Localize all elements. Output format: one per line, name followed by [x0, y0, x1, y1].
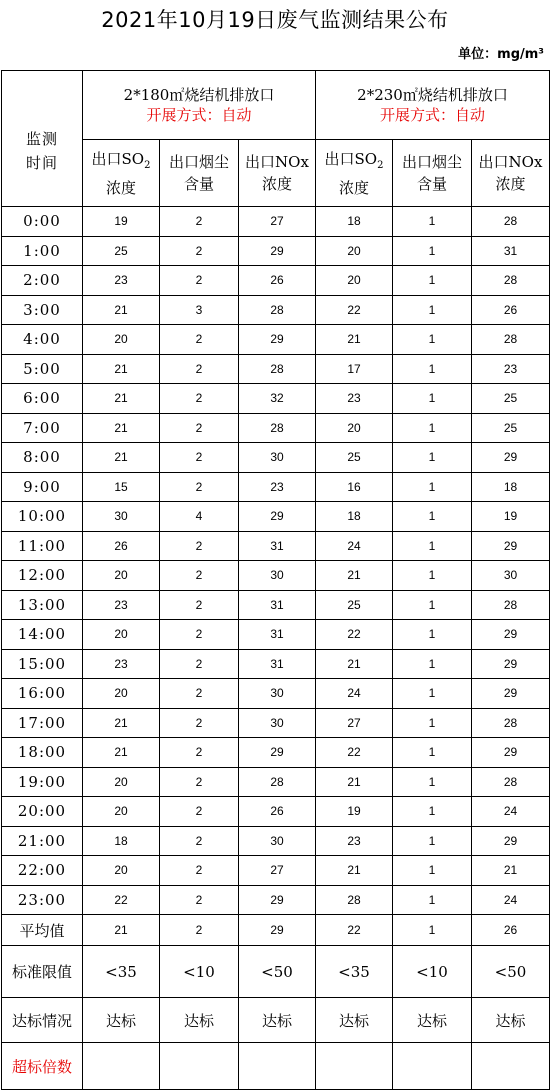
value-cell: 29: [472, 443, 550, 473]
value-cell: 1: [393, 561, 472, 591]
value-cell: 3: [160, 295, 239, 325]
value-cell: 30: [83, 502, 160, 532]
column-header-text: 出口烟尘: [168, 153, 229, 171]
value-cell: 达标: [83, 998, 160, 1043]
value-cell: 29: [239, 915, 316, 946]
value-cell: 4: [160, 502, 239, 532]
value-cell: 1: [393, 620, 472, 650]
column-header-line1: [393, 151, 471, 173]
table-row: [2, 738, 550, 768]
value-cell: 31: [239, 590, 316, 620]
value-cell: 18: [83, 826, 160, 856]
value-cell: 20: [316, 266, 393, 296]
column-header-line1: [239, 151, 315, 173]
emission-table: [1, 70, 550, 1090]
value-cell: 2: [160, 561, 239, 591]
value-cell: 1: [393, 354, 472, 384]
table-row: [2, 679, 550, 709]
row-label: 9:00: [2, 472, 83, 502]
value-cell: 21: [316, 767, 393, 797]
value-cell: 25: [83, 236, 160, 266]
row-label: 2:00: [2, 266, 83, 296]
column-header-text: 出口SO: [91, 149, 145, 168]
value-cell: 22: [83, 885, 160, 915]
value-cell: 25: [472, 384, 550, 414]
value-cell: 21: [83, 443, 160, 473]
value-cell: 1: [393, 266, 472, 296]
value-cell: 21: [83, 738, 160, 768]
value-cell: 1: [393, 679, 472, 709]
value-cell: 29: [239, 325, 316, 355]
value-cell: 24: [472, 885, 550, 915]
column-header-line1: [472, 151, 549, 173]
value-cell: 23: [83, 590, 160, 620]
value-cell: 23: [316, 826, 393, 856]
value-cell: 2: [160, 413, 239, 443]
value-cell: 29: [472, 620, 550, 650]
column-header-text: 出口NOx: [245, 153, 309, 171]
value-cell: 23: [239, 472, 316, 502]
table-row: [2, 354, 550, 384]
value-cell: 20: [83, 561, 160, 591]
value-cell: 24: [316, 679, 393, 709]
value-cell: 27: [316, 708, 393, 738]
exceed-row: [2, 1043, 550, 1090]
column-header-line2: 浓度: [261, 175, 292, 193]
value-cell: 26: [83, 531, 160, 561]
table-row: [2, 531, 550, 561]
value-cell: 24: [316, 531, 393, 561]
unit-label: 单位：mg/m³: [458, 47, 544, 62]
value-cell: 21: [316, 856, 393, 886]
table-row: [2, 620, 550, 650]
column-header-4: [316, 140, 393, 207]
value-cell: 20: [83, 620, 160, 650]
value-cell: 20: [83, 797, 160, 827]
value-cell: 32: [239, 384, 316, 414]
value-cell: 20: [83, 679, 160, 709]
value-cell: 28: [472, 325, 550, 355]
value-cell: 19: [316, 797, 393, 827]
value-cell: 25: [316, 590, 393, 620]
table-row: [2, 295, 550, 325]
value-cell: 26: [239, 266, 316, 296]
row-label: 12:00: [2, 561, 83, 591]
value-cell: 21: [83, 384, 160, 414]
value-cell: 达标: [239, 998, 316, 1043]
value-cell: 1: [393, 885, 472, 915]
value-cell: 18: [316, 207, 393, 237]
row-label: 4:00: [2, 325, 83, 355]
column-header-5: [393, 140, 472, 207]
group-1-mode: 开展方式：自动: [146, 106, 252, 124]
row-label: 15:00: [2, 649, 83, 679]
value-cell: 29: [472, 679, 550, 709]
value-cell: 1: [393, 295, 472, 325]
row-label: 10:00: [2, 502, 83, 532]
value-cell: 31: [239, 620, 316, 650]
value-cell: 21: [472, 856, 550, 886]
row-label: 11:00: [2, 531, 83, 561]
table-row: [2, 856, 550, 886]
table-row: [2, 443, 550, 473]
row-label: 20:00: [2, 797, 83, 827]
value-cell: 2: [160, 915, 239, 946]
page-title: 2021年10月19日废气监测结果公布: [101, 8, 449, 32]
value-cell: 26: [472, 295, 550, 325]
value-cell: 1: [393, 207, 472, 237]
value-cell: 19: [83, 207, 160, 237]
value-cell: 2: [160, 207, 239, 237]
value-cell: 1: [393, 856, 472, 886]
value-cell: 2: [160, 384, 239, 414]
row-label: 标准限值: [2, 946, 83, 998]
column-header-text: 出口NOx: [478, 153, 543, 171]
value-cell: <35: [316, 946, 393, 998]
value-cell: 16: [316, 472, 393, 502]
value-cell: 达标: [393, 998, 472, 1043]
table-row: [2, 472, 550, 502]
value-cell: 2: [160, 738, 239, 768]
value-cell: 22: [316, 620, 393, 650]
table-row: [2, 826, 550, 856]
row-label: 6:00: [2, 384, 83, 414]
value-cell: 2: [160, 708, 239, 738]
row-label: 平均值: [2, 915, 83, 946]
value-cell: 1: [393, 325, 472, 355]
value-cell: 2: [160, 443, 239, 473]
column-header-1: [83, 140, 160, 207]
value-cell: 20: [83, 767, 160, 797]
value-cell: 29: [472, 738, 550, 768]
table-row: [2, 797, 550, 827]
row-label: 达标情况: [2, 998, 83, 1043]
row-label: 21:00: [2, 826, 83, 856]
value-cell: 31: [472, 236, 550, 266]
row-label: 18:00: [2, 738, 83, 768]
value-cell: 28: [239, 413, 316, 443]
value-cell: [83, 1043, 160, 1090]
value-cell: 20: [316, 413, 393, 443]
table-row: [2, 207, 550, 237]
value-cell: 15: [83, 472, 160, 502]
value-cell: 20: [316, 236, 393, 266]
row-label: 13:00: [2, 590, 83, 620]
table-row: [2, 502, 550, 532]
value-cell: 21: [316, 649, 393, 679]
value-cell: 26: [239, 797, 316, 827]
table-row: [2, 708, 550, 738]
group-1-name: 2*180㎡烧结机排放口: [123, 86, 275, 104]
group-2-name: 2*230㎡烧结机排放口: [357, 86, 508, 104]
column-header-line2: 浓度: [105, 178, 136, 197]
value-cell: 28: [472, 767, 550, 797]
column-header-text: 出口SO: [324, 149, 378, 168]
value-cell: 2: [160, 826, 239, 856]
table-row: [2, 236, 550, 266]
value-cell: 21: [83, 708, 160, 738]
table-row: [2, 885, 550, 915]
value-cell: 22: [316, 738, 393, 768]
table-row: [2, 266, 550, 296]
value-cell: 29: [472, 826, 550, 856]
value-cell: 1: [393, 826, 472, 856]
column-header-line2: 浓度: [338, 178, 369, 197]
value-cell: 30: [239, 679, 316, 709]
row-label: 7:00: [2, 413, 83, 443]
value-cell: 30: [239, 561, 316, 591]
value-cell: 25: [316, 443, 393, 473]
value-cell: 21: [316, 325, 393, 355]
value-cell: <50: [472, 946, 550, 998]
value-cell: [393, 1043, 472, 1090]
value-cell: 2: [160, 531, 239, 561]
value-cell: 2: [160, 679, 239, 709]
value-cell: 2: [160, 797, 239, 827]
value-cell: <35: [83, 946, 160, 998]
value-cell: 2: [160, 649, 239, 679]
value-cell: 29: [239, 502, 316, 532]
group-header-1: [83, 71, 316, 140]
value-cell: 28: [472, 266, 550, 296]
value-cell: 2: [160, 236, 239, 266]
value-cell: 25: [472, 413, 550, 443]
value-cell: 23: [83, 649, 160, 679]
value-cell: 2: [160, 767, 239, 797]
value-cell: 1: [393, 384, 472, 414]
column-header-line2: 含量: [416, 175, 447, 193]
row-label: 16:00: [2, 679, 83, 709]
value-cell: 30: [239, 443, 316, 473]
value-cell: [239, 1043, 316, 1090]
value-cell: 29: [472, 649, 550, 679]
table-row: [2, 384, 550, 414]
column-header-subscript: 2: [144, 159, 151, 171]
value-cell: 21: [83, 413, 160, 443]
value-cell: 29: [239, 236, 316, 266]
value-cell: 22: [316, 915, 393, 946]
value-cell: 2: [160, 266, 239, 296]
row-label: 3:00: [2, 295, 83, 325]
value-cell: 30: [472, 561, 550, 591]
value-cell: 31: [239, 649, 316, 679]
row-label: 1:00: [2, 236, 83, 266]
value-cell: [316, 1043, 393, 1090]
value-cell: 达标: [472, 998, 550, 1043]
group-header-2: [316, 71, 550, 140]
value-cell: 26: [472, 915, 550, 946]
value-cell: 28: [239, 767, 316, 797]
column-header-line1: [316, 148, 392, 177]
value-cell: 27: [239, 207, 316, 237]
time-column-header: [2, 71, 83, 207]
value-cell: 27: [239, 856, 316, 886]
column-header-text: 出口烟尘: [401, 153, 462, 171]
value-cell: 2: [160, 325, 239, 355]
value-cell: 1: [393, 708, 472, 738]
row-label: 8:00: [2, 443, 83, 473]
column-header-6: [472, 140, 550, 207]
table-row: [2, 767, 550, 797]
value-cell: 30: [239, 826, 316, 856]
row-label: 5:00: [2, 354, 83, 384]
value-cell: 23: [472, 354, 550, 384]
value-cell: 24: [472, 797, 550, 827]
value-cell: 20: [83, 856, 160, 886]
value-cell: 达标: [160, 998, 239, 1043]
value-cell: <10: [160, 946, 239, 998]
column-header-line1: [83, 148, 159, 177]
value-cell: 1: [393, 531, 472, 561]
value-cell: 1: [393, 472, 472, 502]
value-cell: [472, 1043, 550, 1090]
table-row: [2, 649, 550, 679]
row-label: 17:00: [2, 708, 83, 738]
value-cell: 1: [393, 797, 472, 827]
column-header-2: [160, 140, 239, 207]
value-cell: 28: [472, 207, 550, 237]
limit-row: [2, 946, 550, 998]
row-label: 19:00: [2, 767, 83, 797]
value-cell: 17: [316, 354, 393, 384]
value-cell: 28: [239, 295, 316, 325]
value-cell: 2: [160, 885, 239, 915]
value-cell: 28: [239, 354, 316, 384]
column-header-line2: 含量: [183, 175, 214, 193]
value-cell: 18: [316, 502, 393, 532]
row-label: 23:00: [2, 885, 83, 915]
value-cell: 2: [160, 590, 239, 620]
table-row: [2, 590, 550, 620]
value-cell: 1: [393, 590, 472, 620]
table-row: [2, 561, 550, 591]
row-label: 22:00: [2, 856, 83, 886]
value-cell: 28: [316, 885, 393, 915]
value-cell: 1: [393, 413, 472, 443]
average-row: [2, 915, 550, 946]
value-cell: 1: [393, 915, 472, 946]
value-cell: <10: [393, 946, 472, 998]
value-cell: 达标: [316, 998, 393, 1043]
value-cell: 2: [160, 472, 239, 502]
column-header-line2: 浓度: [495, 175, 526, 193]
value-cell: 31: [239, 531, 316, 561]
value-cell: 30: [239, 708, 316, 738]
value-cell: 2: [160, 620, 239, 650]
value-cell: 1: [393, 236, 472, 266]
value-cell: 1: [393, 502, 472, 532]
value-cell: 1: [393, 443, 472, 473]
table-row: [2, 413, 550, 443]
value-cell: [160, 1043, 239, 1090]
status-row: [2, 998, 550, 1043]
group-2-mode: 开展方式：自动: [379, 106, 485, 124]
time-column-header-text: 监测 时间: [25, 129, 58, 172]
row-label: 0:00: [2, 207, 83, 237]
value-cell: 19: [472, 502, 550, 532]
value-cell: 23: [83, 266, 160, 296]
value-cell: 23: [316, 384, 393, 414]
value-cell: 28: [472, 590, 550, 620]
value-cell: 22: [316, 295, 393, 325]
value-cell: 1: [393, 738, 472, 768]
value-cell: 29: [239, 738, 316, 768]
value-cell: 1: [393, 767, 472, 797]
value-cell: 2: [160, 354, 239, 384]
value-cell: 18: [472, 472, 550, 502]
value-cell: <50: [239, 946, 316, 998]
value-cell: 21: [83, 295, 160, 325]
value-cell: 2: [160, 856, 239, 886]
row-label: 14:00: [2, 620, 83, 650]
value-cell: 29: [472, 531, 550, 561]
value-cell: 28: [472, 708, 550, 738]
row-label: 超标倍数: [2, 1043, 83, 1090]
value-cell: 21: [316, 561, 393, 591]
value-cell: 21: [83, 915, 160, 946]
table-row: [2, 325, 550, 355]
column-header-subscript: 2: [377, 159, 384, 171]
column-header-line1: [160, 151, 238, 173]
value-cell: 21: [83, 354, 160, 384]
value-cell: 29: [239, 885, 316, 915]
value-cell: 1: [393, 649, 472, 679]
value-cell: 20: [83, 325, 160, 355]
column-header-3: [239, 140, 316, 207]
